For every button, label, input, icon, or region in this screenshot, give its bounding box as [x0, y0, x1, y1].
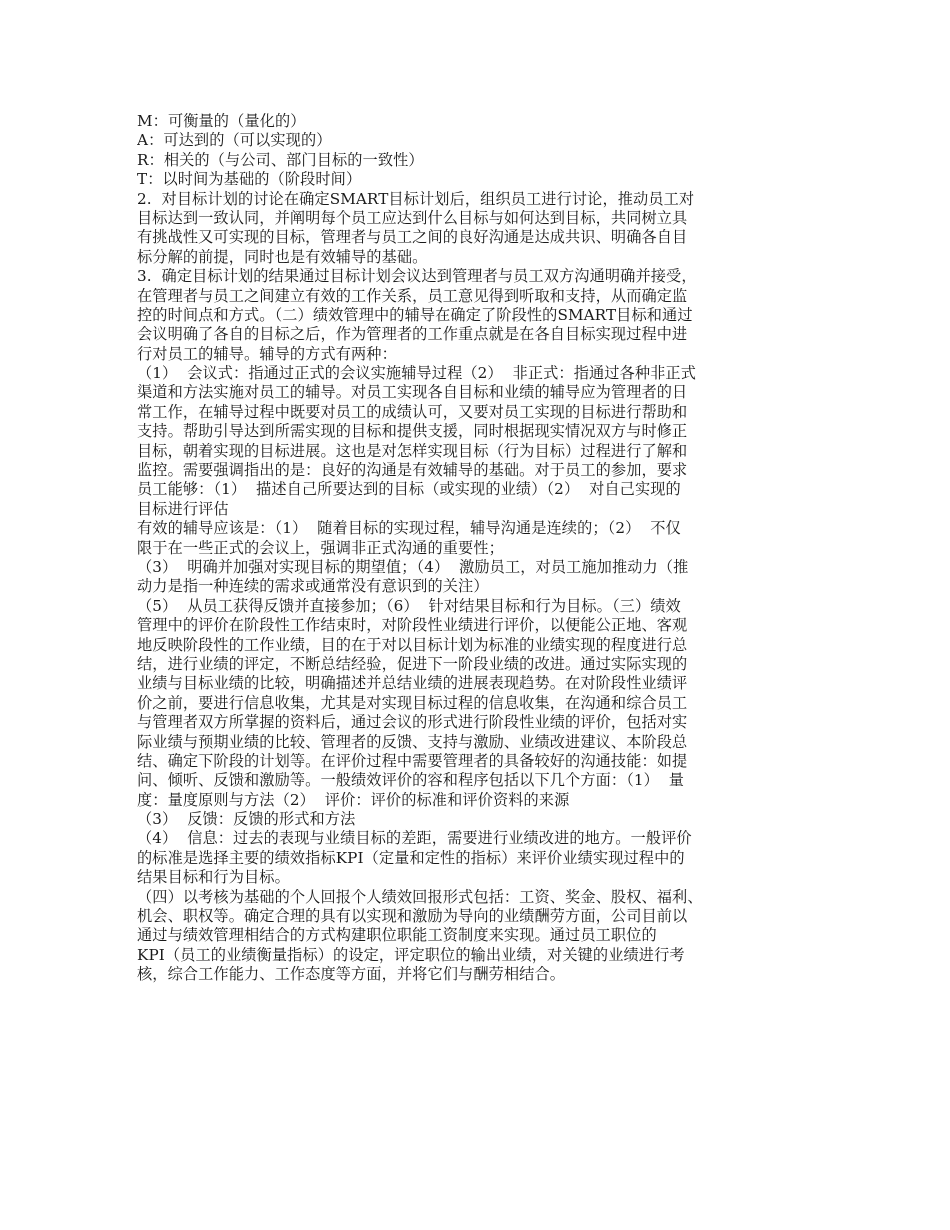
text-line: 控的时间点和方式。（二）绩效管理中的辅导在确定了阶段性的SMART目标和通过 [137, 305, 693, 324]
text-line: 问、倾听、反馈和激励等。一般绩效评价的容和程序包括以下几个方面：（1） 量 [137, 771, 685, 790]
text-line: 机会、职权等。确定合理的具有以实现和激励为导向的业绩酬劳方面，公司目前以 [137, 907, 688, 926]
text-line: 有效的辅导应该是：（1） 随着目标的实现过程，辅导沟通是连续的；（2） 不仅 [137, 519, 681, 538]
text-line: 会议明确了各自的目标之后，作为管理者的工作重点就是在各自目标实现过程中进 [137, 325, 688, 344]
text-line: 3. 确定目标计划的结果通过目标计划会议达到管理者与员工双方沟通明确并接受， [137, 267, 697, 286]
text-line: （3） 反馈：反馈的形式和方法 [137, 810, 356, 829]
text-line: 通过与绩效管理相结合的方式构建职位职能工资制度来实现。通过员工职位的 [137, 926, 657, 945]
text-line: 结、确定下阶段的计划等。在评价过程中需要管理者的具备较好的沟通技能：如提 [137, 751, 688, 770]
text-line: 常工作，在辅导过程中既要对员工的成绩认可，又要对员工实现的目标进行帮助和 [137, 402, 688, 421]
text-line: A：可达到的（可以实现的） [137, 131, 332, 150]
text-line: 渠道和方法实施对员工的辅导。对员工实现各自目标和业绩的辅导应为管理者的日 [137, 383, 688, 402]
text-line: 有挑战性又可实现的目标，管理者与员工之间的良好沟通是达成共识、明确各自目 [137, 228, 688, 247]
text-line: 动力是指一种连续的需求或通常没有意识到的关注） [137, 577, 489, 596]
text-line: 目标，朝着实现的目标进展。这也是对怎样实现目标（行为目标）过程进行了解和 [137, 441, 688, 460]
text-line: R：相关的（与公司、部门目标的一致性） [137, 150, 424, 169]
text-line: 度：量度原则与方法（2） 评价：评价的标准和评价资料的来源 [137, 790, 570, 809]
text-line: 核，综合工作能力、工作态度等方面，并将它们与酬劳相结合。 [137, 965, 566, 984]
text-line: （4） 信息：过去的表现与业绩目标的差距，需要进行业绩改进的地方。一般评价 [137, 829, 692, 848]
text-line: M：可衡量的（量化的） [137, 112, 306, 130]
text-line: 标分解的前提，同时也是有效辅导的基础。 [137, 247, 428, 266]
text-line: 与管理者双方所掌握的资料后，通过会议的形式进行阶段性业绩的评价，包括对实 [137, 713, 688, 732]
text-line: 价之前，要进行信息收集，尤其是对实现目标过程的信息收集，在沟通和综合员工 [137, 693, 688, 712]
text-line: （四）以考核为基础的个人回报个人绩效回报形式包括：工资、奖金、股权、福利、 [137, 887, 703, 906]
text-line: 业绩与目标业绩的比较，明确描述并总结业绩的进展表现趋势。在对阶段性业绩评 [137, 674, 688, 693]
text-line: 监控。需要强调指出的是：良好的沟通是有效辅导的基础。对于员工的参加，要求 [137, 461, 688, 480]
text-line: 2. 对目标计划的讨论在确定SMART目标计划后，组织员工进行讨论，推动员工对 [137, 189, 695, 208]
text-line: （1） 会议式：指通过正式的会议实施辅导过程（2） 非正式：指通过各种非正式 [137, 364, 697, 383]
text-line: 限于在一些正式的会议上，强调非正式沟通的重要性； [137, 538, 504, 557]
text-line: 行对员工的辅导。辅导的方式有两种： [137, 344, 397, 363]
text-line: 的标准是选择主要的绩效指标KPI（定量和定性的指标）来评价业绩实现过程中的 [137, 848, 685, 867]
text-line: 地反映阶段性的工作业绩，目的在于对以目标计划为标准的业绩实现的程度进行总 [137, 635, 688, 654]
text-line: （5） 从员工获得反馈并直接参加；（6） 针对结果目标和行为目标。（三）绩效 [137, 596, 681, 615]
text-line: 际业绩与预期业绩的比较、管理者的反馈、支持与激励、业绩改进建议、本阶段总 [137, 732, 688, 751]
text-line: 目标达到一致认同，并阐明每个员工应达到什么目标与如何达到目标，共同树立具 [137, 208, 688, 227]
text-line: 结果目标和行为目标。 [137, 868, 290, 887]
text-line: 支持。帮助引导达到所需实现的目标和提供支援，同时根据现实情况双方与时修正 [137, 422, 688, 441]
text-line: 管理中的评价在阶段性工作结束时，对阶段性业绩进行评价，以便能公正地、客观 [137, 616, 688, 635]
text-line: T：以时间为基础的（阶段时间） [137, 170, 362, 189]
text-line: （3） 明确并加强对实现目标的期望值；（4） 激励员工，对员工施加推动力（推 [137, 557, 689, 576]
text-line: 在管理者与员工之间建立有效的工作关系，员工意见得到听取和支持，从而确定监 [137, 286, 688, 305]
document-body [137, 112, 817, 985]
text-line: KPI（员工的业绩衡量指标）的设定，评定职位的输出业绩，对关键的业绩进行考 [137, 945, 685, 964]
text-line: 员工能够：（1） 描述自己所要达到的目标（或实现的业绩）（2） 对自己实现的 [137, 480, 681, 499]
text-line: 结，进行业绩的评定，不断总结经验，促进下一阶段业绩的改进。通过实际实现的 [137, 654, 688, 673]
text-line: 目标进行评估 [137, 499, 229, 518]
